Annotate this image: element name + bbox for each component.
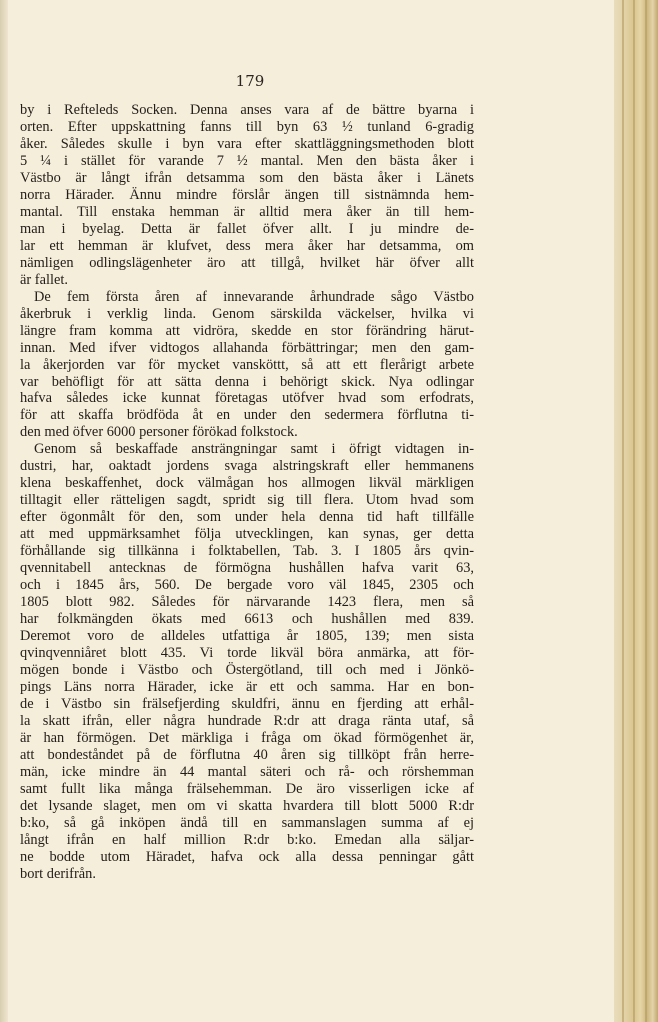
text-line: qvinqvenniåret blott 435. Vi torde likväl böra anmärka, att för- — [20, 645, 474, 661]
text-line: 5 ¼ i stället för varande 7 ½ mantal. Men den bästa åker i — [20, 152, 474, 169]
text-line: nämligen odlingslägenheter äro att tillgå, hvilket här öfver allt — [20, 254, 474, 271]
text-line: Västbo är långt ifrån detsamma som den bästa åker i Länets — [20, 169, 474, 186]
body-text — [20, 102, 474, 883]
text-line: orten. Efter uppskattning fanns till byn 63 ½ tunland 6-gradig — [20, 118, 474, 135]
text-line: längre fram komma att vidröra, skedde en stor förändring härut- — [20, 322, 474, 339]
page-left-margin — [0, 0, 8, 1022]
text-line: efter ögonmålt för den, som under hela denna tid haft tillfälle — [20, 509, 474, 526]
text-line: och i 1845 års, 560. De bergade voro väl 1845, 2305 och — [20, 577, 474, 594]
text-line: klena beskaffenhet, dock välmågan hos allmogen likväl märkligen — [20, 475, 474, 492]
text-line: att med uppmärksamhet följa utvecklingen, kan synas, ger detta — [20, 526, 474, 543]
text-line: män, icke mindre än 44 mantal säteri och rå- och rörshemman — [20, 763, 474, 780]
text-line: Genom så beskaffade ansträngningar samt i öfrigt vidtagen in- — [34, 441, 474, 458]
binding-stripe — [622, 0, 624, 1022]
text-line: 1805 blott 982. Således för närvarande 1423 flera, men så — [20, 594, 474, 611]
book-binding-edge — [614, 0, 658, 1022]
binding-stripe — [645, 0, 647, 1022]
text-line: la åkerjorden var för mycket vansköttt, så att ett flerårigt arbete — [20, 356, 474, 373]
text-line: är fallet. — [20, 271, 68, 288]
text-line: dustri, har, oaktadt jordens svaga alstringskraft eller hemmanens — [20, 458, 474, 475]
text-line: det lysande slaget, men om vi skatta hvardera till blott 5000 R:dr — [20, 797, 474, 814]
text-line: man i byelag. Detta är fallet öfver allt. I ju mindre de- — [20, 220, 474, 237]
text-line: samt fullt lika många frälsehemman. De äro visserligen icke af — [20, 780, 474, 797]
text-line: för att skaffa brödföda åt en under den sedermera förflutna ti- — [20, 407, 474, 424]
binding-stripe — [633, 0, 635, 1022]
text-line: la skatt ifrån, eller några hundrade R:dr att draga ränta utaf, så — [20, 712, 474, 729]
text-line: förhållande sig tillkänna i folktabellen, Tab. 3. I 1805 års qvin- — [20, 543, 474, 560]
text-line: by i Refteleds Socken. Denna anses vara af de bättre byarna i — [20, 102, 474, 118]
text-line: De fem första åren af innevarande århundrade sågo Västbo — [34, 288, 474, 305]
text-line: mögen bonde i Västbo och Östergötland, till och med i Jönkö- — [20, 661, 474, 678]
text-line: lar ett hemman är klufvet, dess mera åker har detsamma, om — [20, 237, 474, 254]
text-line: norra Härader. Ännu mindre förslår ängen till sistnämnda hem- — [20, 186, 474, 203]
text-line: ne bodde utom Häradet, hafva ock alla dessa penningar gått — [20, 848, 474, 865]
text-line: pings Läns norra Härader, icke är ett och samma. Har en bon- — [20, 678, 474, 695]
text-line: de i Västbo sin frälsefjerding skuldfri, ännu en fjerding att erhål- — [20, 695, 474, 712]
text-line: innan. Med ifver vidtogos allahanda förbättringar; men den gam- — [20, 339, 474, 356]
text-line: långt ifrån en half million R:dr b:ko. Emedan alla säljar- — [20, 831, 474, 848]
text-line: har folkmängden ökats med 6613 och hushållen med 839. — [20, 611, 474, 628]
text-line: åkerbruk i verklig linda. Genom särskilda väckelser, hvilka vi — [20, 305, 474, 322]
text-line: b:ko, så gå inköpen ändå till en sammanslagen summa af ej — [20, 814, 474, 831]
text-line: tilltagit eller rätteligen sagdt, spridt sig till flera. Utom hvad som — [20, 492, 474, 509]
text-line: qvennitabell antecknas de förmögna hushållen hafva varit 63, — [20, 560, 474, 577]
text-line: mantal. Till enstaka hemman är alltid mera åker än till hem- — [20, 203, 474, 220]
text-line: är han förmögen. Det märkliga i fråga om ökad förmögenhet är, — [20, 729, 474, 746]
text-line: åker. Således skulle i byn vara efter skattläggningsmethoden blott — [20, 135, 474, 152]
text-line: den med öfver 6000 personer förökad folkstock. — [20, 424, 298, 441]
text-line: var behöfligt för att sätta denna i behörigt skick. Nya odlingar — [20, 373, 474, 390]
text-line: Deremot voro de alldeles utfattiga år 1805, 139; men sista — [20, 628, 474, 645]
page-number: 179 — [235, 72, 265, 90]
text-line: hafva således icke kunnat företagas utöfver hvad som erfodrats, — [20, 390, 474, 407]
text-line: bort derifrån. — [20, 865, 96, 882]
text-line: att bondeståndet på de förflutna 40 åren sig tillköpt från herre- — [20, 746, 474, 763]
